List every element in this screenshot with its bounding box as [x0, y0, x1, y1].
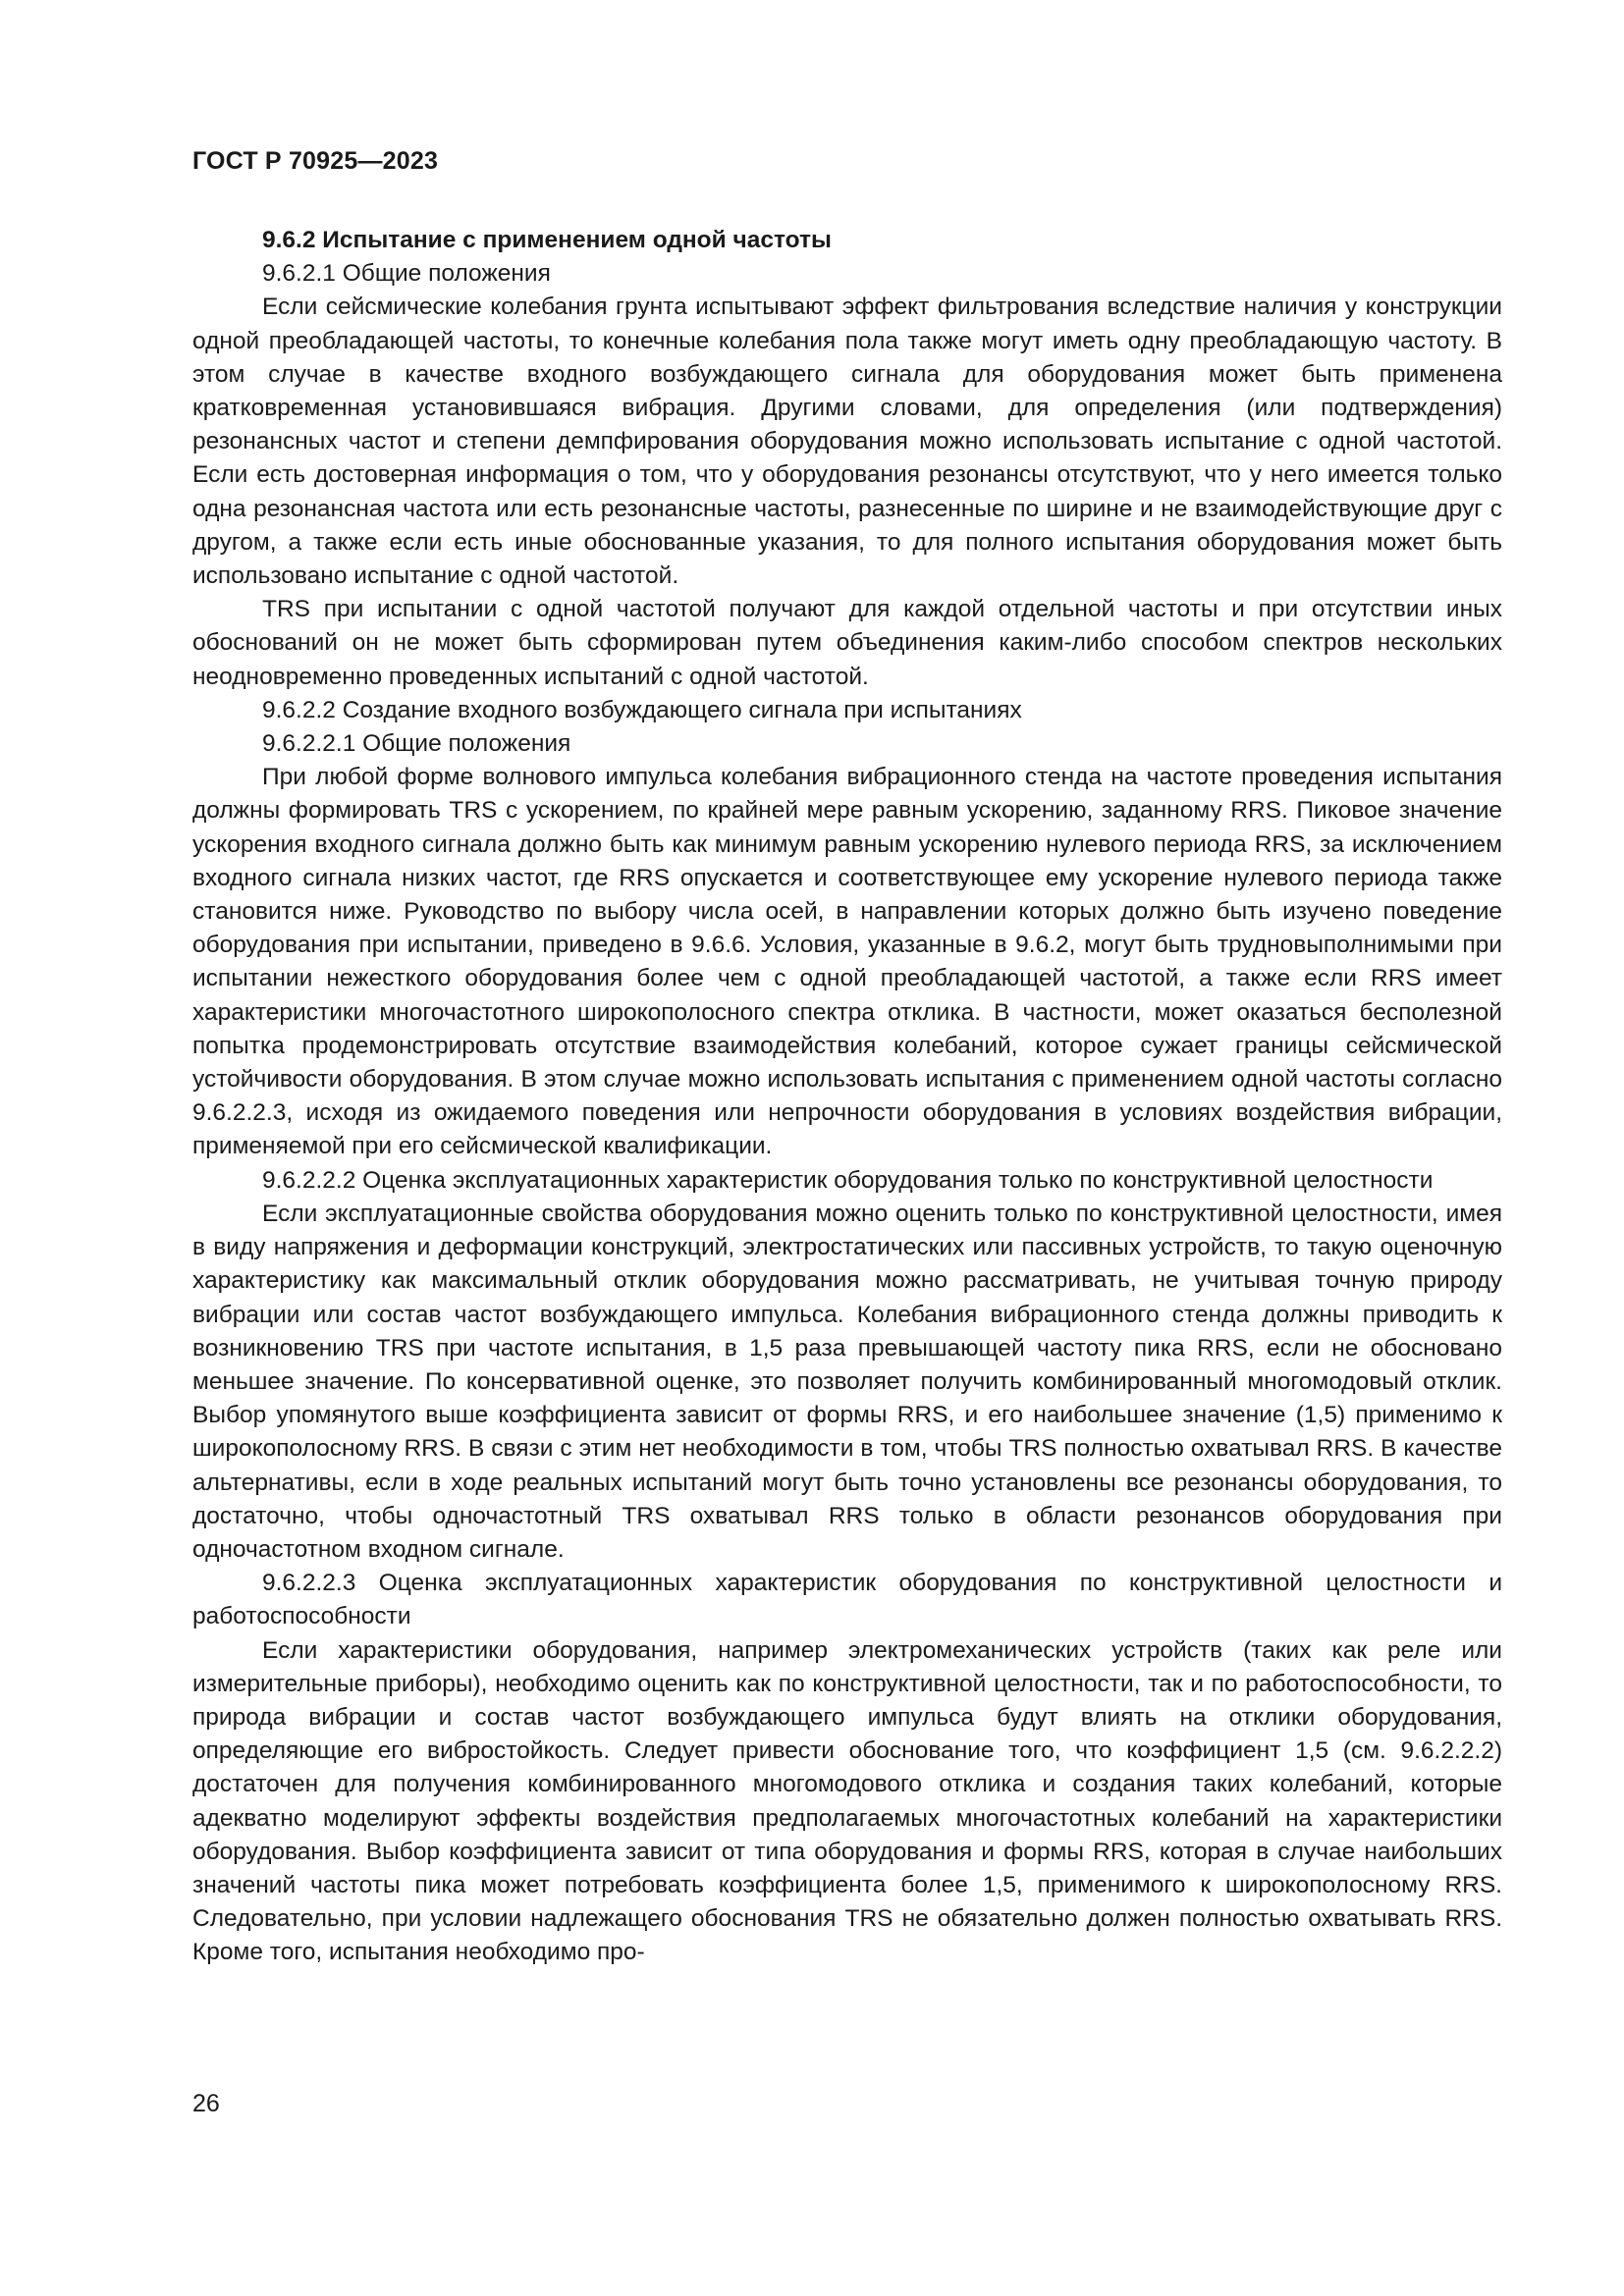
- subsection-heading-9-6-2-2: 9.6.2.2 Создание входного возбуждающего сигнала при испытаниях: [262, 696, 1022, 723]
- subsection-heading-9-6-2-2-1: 9.6.2.2.1 Общие положения: [262, 730, 571, 758]
- paragraph-single-frequency-intro: Если сейсмические колебания грунта испытывают эффект фильтрования вследствие наличия у конструкции одной преобладающей частоты, то конечные колебания пола также могут иметь одну преобладающую частоту. В этом случае в качестве входного возбуждающего сигнала для оборудования может быть применена кратковременная установившаяся вибрация. Другими словами, для определения (или подтверждения) резонансных частот и степени демпфирования оборудования можно использовать испытание с одной частотой. Если есть достоверная информация о том, что у оборудования резонансы отсутствуют, что у него имеется только одна резонансная частота или есть резонансные частоты, разнесенные по ширине и не взаимодействующие друг с другом, а также если есть иные обоснованные указания, то для полного испытания оборудования может быть использовано испытание с одной частотой.: [192, 294, 1502, 590]
- paragraph-integrity-operability: Если характеристики оборудования, например электромеханических устройств (таких как реле или измерительные приборы), необходимо оценить как по конструктивной целостности, так и по работоспособности, то природа вибрации и состав частот возбуждающего импульса будут влиять на отклики оборудования, определяющие его вибростойкость. Следует привести обоснование того, что коэффициент 1,5 (см. 9.6.2.2.2) достаточен для получения комбинированного многомодового отклика и создания таких колебаний, которые адекватно моделируют эффекты воздействия предполагаемых многочастотных колебаний на характеристики оборудования. Выбор коэффициента зависит от типа оборудования и формы RRS, которая в случае наибольших значений частоты пика может потребовать коэффициента более 1,5, применимого к широкополосному RRS. Следовательно, при условии надлежащего обоснования TRS не обязательно должен полностью охватывать RRS. Кроме того, испытания необходимо про-: [192, 1636, 1502, 1966]
- paragraph-structural-integrity: Если эксплуатационные свойства оборудования можно оценить только по конструктивной целостности, имея в виду напряжения и деформации конструкций, электростатических или пассивных устройств, то такую оценочную характеристику как максимальный отклик оборудования можно рассматривать, не учитывая точную природу вибрации или состав частот возбуждающего импульса. Колебания вибрационного стенда должны приводить к возникновению TRS при частоте испытания, в 1,5 раза превышающей частоту пика RRS, если не обосновано меньшее значение. По консервативной оценке, это позволяет получить комбинированный многомодовый отклик. Выбор упомянутого выше коэффициента зависит от формы RRS, и его наибольшее значение (1,5) применимо к широкополосному RRS. В связи с этим нет необходимости в том, чтобы TRS полностью охватывал RRS. В качестве альтернативы, если в ходе реальных испытаний могут быть точно установлены все резонансы оборудования, то достаточно, чтобы одночастотный TRS охватывал RRS только в области резонансов оборудования при одночастотном входном сигнале.: [192, 1200, 1502, 1563]
- page-number: 26: [192, 2090, 220, 2117]
- section-heading-9-6-2: 9.6.2 Испытание с применением одной частоты: [262, 227, 832, 253]
- standard-header: ГОСТ Р 70925—2023: [192, 147, 439, 175]
- subsection-heading-9-6-2-1: 9.6.2.1 Общие положения: [262, 260, 551, 288]
- paragraph-trs-single-frequency: TRS при испытании с одной частотой получают для каждой отдельной частоты и при отсутствии иных обоснований он не может быть сформирован путем объединения каким-либо способом спектров нескольких неодновременно проведенных испытаний с одной частотой.: [192, 596, 1502, 690]
- paragraph-input-signal: При любой форме волнового импульса колебания вибрационного стенда на частоте проведения испытания должны формировать TRS с ускорением, по крайней мере равным ускорению, заданному RRS. Пиковое значение ускорения входного сигнала должно быть как минимум равным ускорению нулевого периода RRS, за исключением входного сигнала низких частот, где RRS опускается и соответствующее ему ускорение нулевого периода также становится ниже. Руководство по выбору числа осей, в направлении которых должно быть изучено поведение оборудования при испытании, приведено в 9.6.6. Условия, указанные в 9.6.2, могут быть трудновыполнимыми при испытании нежесткого оборудования более чем с одной преобладающей частотой, а также если RRS имеет характеристики многочастотного широкополосного спектра отклика. В частности, может оказаться бесполезной попытка продемонстрировать отсутствие взаимодействия колебаний, которое сужает границы сейсмической устойчивости оборудования. В этом случае можно использовать испытания с применением одной частоты согласно 9.6.2.2.3, исходя из ожидаемого поведения или непрочности оборудования в условиях воздействия вибрации, применяемой при его сейсмической квалификации.: [192, 764, 1502, 1160]
- subsection-heading-9-6-2-2-2: 9.6.2.2.2 Оценка эксплуатационных характеристик оборудования только по конструктивной целостности: [262, 1166, 1434, 1194]
- subsection-heading-9-6-2-2-3: 9.6.2.2.3 Оценка эксплуатационных характеристик оборудования по конструктивной целостности и работоспособности: [192, 1570, 1502, 1630]
- document-body: [192, 224, 1502, 1970]
